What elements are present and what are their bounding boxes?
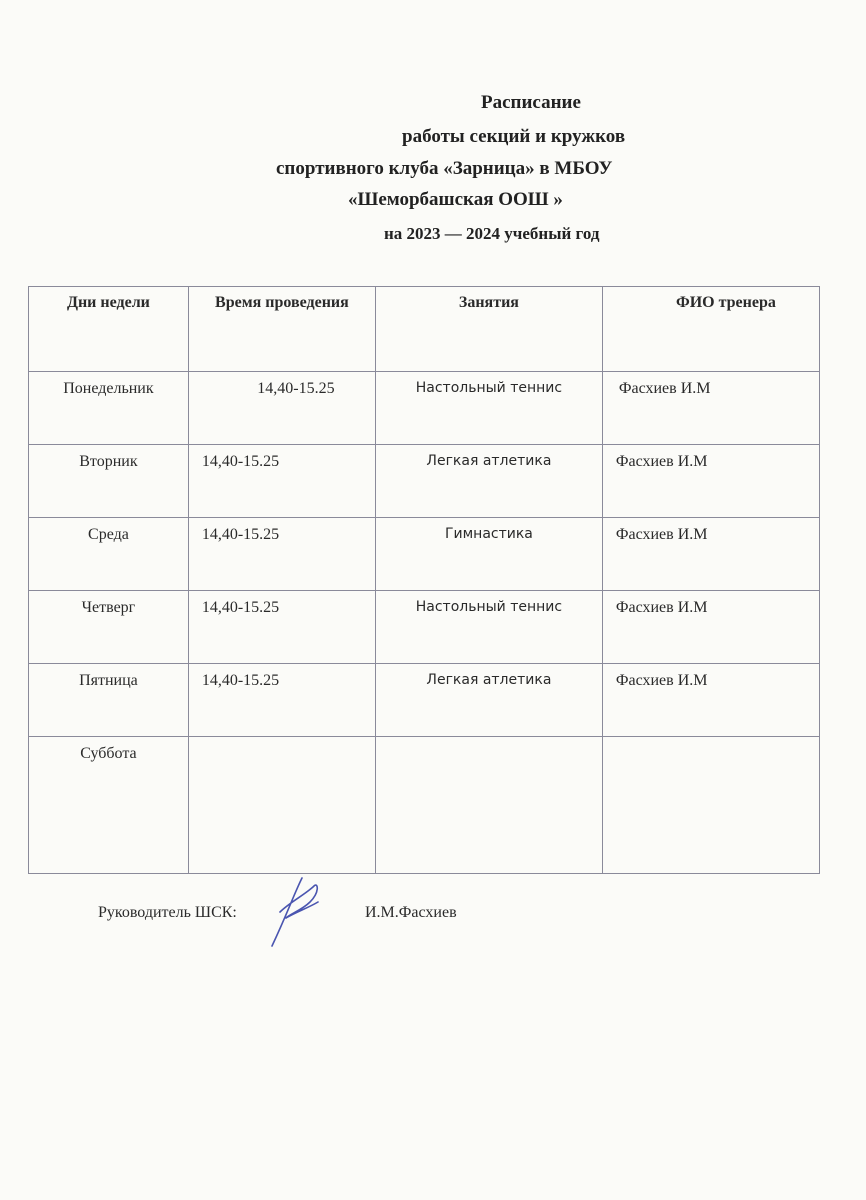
- cell-activity: Настольный теннис: [376, 372, 603, 445]
- cell-activity: Настольный теннис: [376, 591, 603, 664]
- table-row: [29, 664, 820, 737]
- header-activity: Занятия: [376, 287, 603, 372]
- cell-coach: Фасхиев И.М: [602, 372, 819, 445]
- table-row: [29, 372, 820, 445]
- cell-time: 14,40-15.25: [188, 445, 375, 518]
- doc-subtitle-line2: спортивного клуба «Зарница» в МБОУ: [276, 158, 613, 179]
- doc-subtitle-line3: «Шеморбашская ООШ »: [348, 189, 563, 210]
- table-row: [29, 737, 820, 874]
- footer-role-label: Руководитель ШСК:: [98, 904, 237, 921]
- cell-day: Понедельник: [29, 372, 189, 445]
- cell-coach: Фасхиев И.М: [602, 445, 819, 518]
- cell-coach: Фасхиев И.М: [602, 518, 819, 591]
- table-row: [29, 445, 820, 518]
- cell-time: 14,40-15.25: [188, 591, 375, 664]
- signature-icon: [262, 872, 332, 952]
- header-coach: ФИО тренера: [602, 287, 819, 372]
- cell-day: Среда: [29, 518, 189, 591]
- cell-day: Суббота: [29, 737, 189, 874]
- table-header-row: [29, 287, 820, 372]
- cell-time: 14,40-15.25: [188, 372, 375, 445]
- header-time: Время проведения: [188, 287, 375, 372]
- cell-time: [188, 737, 375, 874]
- cell-day: Четверг: [29, 591, 189, 664]
- cell-day: Пятница: [29, 664, 189, 737]
- cell-time: 14,40-15.25: [188, 664, 375, 737]
- cell-time: 14,40-15.25: [188, 518, 375, 591]
- cell-coach: [602, 737, 819, 874]
- table-row: [29, 518, 820, 591]
- cell-activity: Легкая атлетика: [376, 445, 603, 518]
- cell-coach: Фасхиев И.М: [602, 664, 819, 737]
- cell-day: Вторник: [29, 445, 189, 518]
- schedule-table: [28, 286, 820, 874]
- cell-coach: Фасхиев И.М: [602, 591, 819, 664]
- doc-subtitle-line1: работы секций и кружков: [402, 126, 626, 147]
- footer-name: И.М.Фасхиев: [365, 904, 457, 921]
- cell-activity: Гимнастика: [376, 518, 603, 591]
- cell-activity: Легкая атлетика: [376, 664, 603, 737]
- doc-title: Расписание: [481, 92, 581, 113]
- cell-activity: [376, 737, 603, 874]
- table-row: [29, 591, 820, 664]
- doc-academic-year: на 2023 — 2024 учебный год: [384, 224, 600, 243]
- header-day: Дни недели: [29, 287, 189, 372]
